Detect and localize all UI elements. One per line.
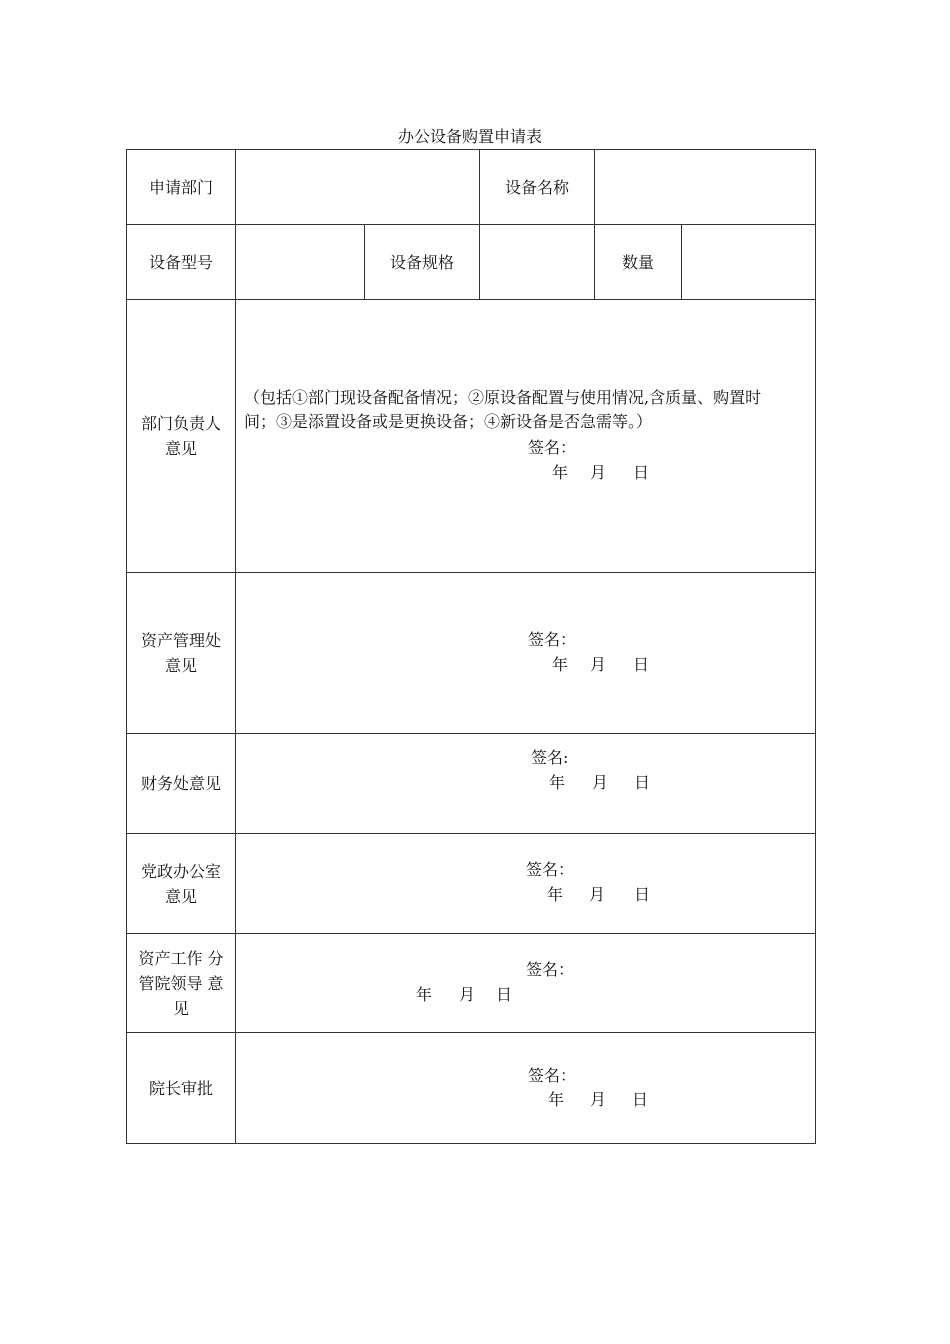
asset-leader-label-line3: 见 <box>172 998 189 1018</box>
asset-leader-year: 年 <box>416 985 433 1004</box>
dept-head-note-line2: 间；③是添置设备或是更换设备；④新设备是否急需等。） <box>244 412 653 431</box>
party-office-label-line2: 意见 <box>164 886 197 906</box>
asset-leader-date <box>416 983 512 1007</box>
asset-leader-sign-label: 签名： <box>526 960 575 979</box>
dept-head-year: 年 <box>552 463 569 482</box>
qty-label <box>595 225 681 299</box>
party-office-date <box>547 883 650 907</box>
table-border-bottom <box>126 1143 816 1144</box>
dept-label <box>127 150 235 224</box>
form-title: 办公设备购置申请表 <box>397 127 542 146</box>
finance-month: 月 <box>592 773 609 792</box>
qty-value-field[interactable] <box>682 225 815 299</box>
party-office-label <box>127 834 235 933</box>
asset-leader-label-line1: 资产工作 分 <box>138 948 224 968</box>
finance-day: 日 <box>634 773 651 792</box>
finance-label-text: 财务处意见 <box>140 774 221 793</box>
asset-mgmt-label-line2: 意见 <box>164 656 197 675</box>
equip-name-value-field[interactable] <box>595 150 815 224</box>
asset-mgmt-date <box>552 653 649 677</box>
spec-label <box>365 225 479 299</box>
asset-mgmt-label-line1: 资产管理处 <box>140 631 221 650</box>
asset-mgmt-sign-label: 签名： <box>528 630 577 649</box>
dept-head-note-line1: （包括①部门现设备配备情况；②原设备配置与使用情况,含质量、购置时 <box>244 388 762 407</box>
president-label-text: 院长审批 <box>148 1078 213 1098</box>
president-sign-label: 签名： <box>528 1066 577 1085</box>
model-label <box>127 225 235 299</box>
president-day: 日 <box>632 1090 649 1109</box>
dept-head-label-line1: 部门负责人 <box>140 414 221 433</box>
qty-label-text: 数量 <box>621 252 654 272</box>
dept-label-text: 申请部门 <box>148 177 213 197</box>
finance-label <box>127 734 235 833</box>
finance-year: 年 <box>549 773 566 792</box>
asset-leader-label-line2: 管院领导 意 <box>138 973 224 993</box>
model-label-text: 设备型号 <box>148 252 213 272</box>
asset-mgmt-year: 年 <box>552 655 569 674</box>
table-border-right <box>815 149 816 1144</box>
finance-sign-label: 签名: <box>531 748 569 767</box>
spec-label-text: 设备规格 <box>389 252 454 272</box>
asset-leader-month: 月 <box>459 985 476 1004</box>
dept-value-field[interactable] <box>236 150 479 224</box>
president-date <box>548 1088 648 1112</box>
model-value-field[interactable] <box>236 225 364 299</box>
spec-value-field[interactable] <box>480 225 594 299</box>
party-office-label-line1: 党政办公室 <box>140 861 221 881</box>
dept-head-sign-label: 签名： <box>528 438 577 457</box>
party-office-sign-label: 签名： <box>526 860 575 879</box>
dept-head-date <box>552 461 649 485</box>
asset-mgmt-month: 月 <box>590 655 607 674</box>
dept-head-label-line2: 意见 <box>164 439 197 458</box>
dept-head-label <box>127 300 235 572</box>
party-office-day: 日 <box>634 885 651 904</box>
party-office-year: 年 <box>547 885 564 904</box>
asset-leader-label <box>127 934 235 1032</box>
equip-name-label-text: 设备名称 <box>504 177 569 197</box>
president-year: 年 <box>548 1090 565 1109</box>
party-office-month: 月 <box>589 885 606 904</box>
asset-mgmt-label <box>127 573 235 733</box>
dept-head-month: 月 <box>590 463 607 482</box>
equip-name-label <box>480 150 594 224</box>
asset-mgmt-day: 日 <box>633 655 650 674</box>
finance-date <box>549 771 650 795</box>
president-month: 月 <box>590 1090 607 1109</box>
asset-leader-day: 日 <box>496 985 513 1004</box>
president-label <box>127 1033 235 1143</box>
dept-head-day: 日 <box>633 463 650 482</box>
